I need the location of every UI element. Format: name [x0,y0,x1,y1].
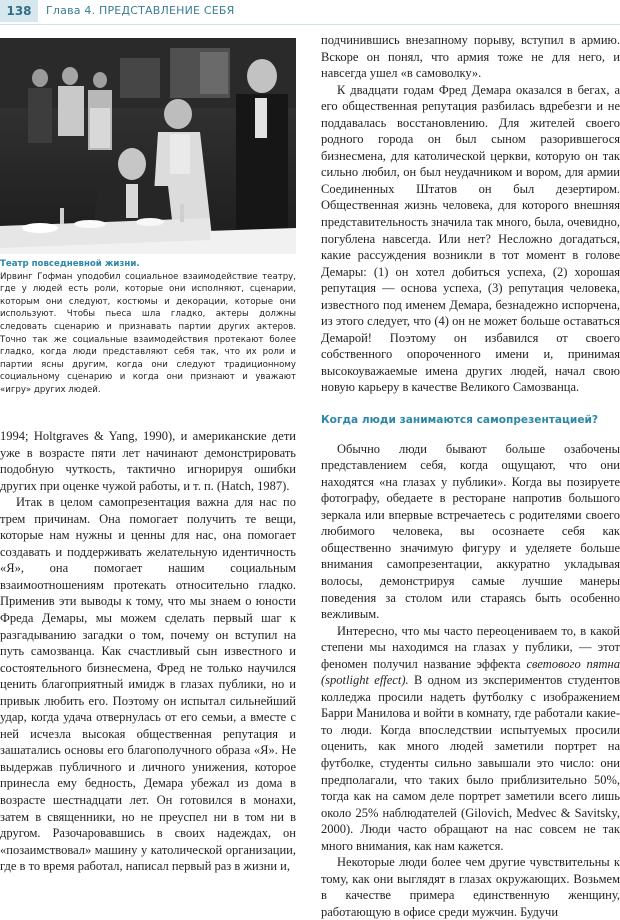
running-head: Глава 4. ПРЕДСТАВЛЕНИЕ СЕБЯ [46,4,235,17]
left-column [0,428,296,875]
caption-text: Ирвинг Гофман уподобил социальное взаимодействие театру, где у людей есть роли, которые они исполняют, сценарии, которым они следуют, костюмы и декорации, которые они используют. Чтобы пьеса шла гладко, актеры должны следовать сценарию и признавать партии других актеров. Точно так же социальные взаимодействия протекают более гладко, когда люди представляют себя так, что их роли и партии ясны другим, когда они следуют традиционному социальному сценарию и когда они признают и уважают «игру» других людей. [0,271,296,395]
paragraph-text: Интересно, что мы часто переоцениваем то, в какой степени мы находимся на глазах у публики, — этот феномен получил название эффекта [321,623,620,671]
paragraph: К двадцати годам Фред Демара оказался в бегах, а его общественная репутация разбилась вдребезги и не поддавалась восстановлению. Для жителей своего родного города он был сыном разорившегося бизнесмена, для католической церкви, которую он так сильно любил, он был неудачником и вором, для армии Соединенных Штатов он был дезертиром. Общественная жизнь человека, для которого внешняя представительность значила так много, была, очевидно, погублена навсегда. Или нет? Несложно догадаться, какие рассуждения возникли в тот момент в голове Демары: (1) он хотел добиться успеха, (2) хорошая репутация — основа успеха, (3) репутация человека, известного под именем Демара, безнадежно испорчена, из этого следует, что (4) он не может больше оставаться Демарой! Поэтому он избавился от своего собственного опороченного имени и, принимая высокоуважаемые имена других людей, начал свою новую карьеру в качестве Великого Самозванца. [321,82,620,395]
paragraph: подчинившись внезапному порыву, вступил в армию. Вскоре он понял, что армия тоже не для него, и навсегда ушел «в самоволку». [321,33,620,81]
paragraph-text: В одном из экспериментов студентов колледжа просили надеть футболку с изображением Барри Манилова и войти в комнату, где работали какие-то люди. Когда впоследствии испытуемых просили оценить, как много людей заметили портрет на футболке, студенты сильно завышали это число: они предполагали, что таких было приблизительно 50%, тогда как на самом деле портрет заметили всего лишь около 25% наблюдателей (Gilovich, Medvec & Savitsky, 2000). Люди часто обращают на нас совсем не так много внимания, как нам кажется. [321,673,620,853]
paragraph: 1994; Holtgraves & Yang, 1990), и американские дети уже в возрасте пяти лет начинают демонстрировать подобную чуткость, тактично игнорируя ошибки других при оценке чужой работы, и т. п. (Hatch, 1987). [0,429,296,493]
paragraph: Обычно люди бывают больше озабочены представлением себя, когда ощущают, что они находятся «на глазах у публики». Когда вы позируете фотографу, обедаете в ресторане напротив большого зеркала или впервые встречаетесь с родителями своего любимого человека, вы осознаете себя как общественно значимую фигуру и уделяете больше внимания самопрезентации, аккуратно укладывая волосы, демонстрируя самые лучшие манеры поведения за столом или стараясь быть особенно вежливым. [321,441,620,622]
right-column [321,32,620,920]
paragraph: Итак в целом самопрезентация важна для нас по трем причинам. Она помогает получить те вещи, которые нам нужны и ценны для нас, она помогает создавать и поддерживать желательную идентичность «Я», она помогает нашим социальным взаимоотношениям протекать относительно гладко. Применив эти выводы к тому, что мы знаем о юности Фреда Демары, мы можем сделать первый шаг к разгадыванию загадки о том, почему он вступил на путь самозванца. Как счастливый сын известного и состоятельного бизнесмена, Фред не только научился ценить благоприятный имидж в глазах публики, но и привык любить его. Поэтому он испытал сильнейший удар, когда удача отвернулась от его семьи, а вместе с ней исчезла высокая общественная репутация и зашатались основы его благополучного образа «Я». Не выдержав публичного и личного унижения, которое принесла ему бедность, Демара убежал из дома в возрасте шестнадцати лет. Он готовился в монахи, затем в священники, но не преуспел ни в том ни в другом. Разочаровавшись в своих надеждах, он «позаимствовал» машину у католической организации, где в то время работал, написал первый раз в жизни и, [0,495,296,874]
theatre-photo [0,38,296,254]
term-italic: светового пятна (spotlight effect). [321,656,620,688]
photo-caption [0,258,296,397]
caption-title: Театр повседневной жизни. [0,259,140,269]
page-number: 138 [0,0,38,22]
page-header [0,0,620,25]
section-heading: Когда люди занимаются самопрезентацией? [321,414,599,427]
paragraph: Некоторые люди более чем другие чувствительны к тому, как они выглядят в глазах окружающих. Возьмем в качестве примера единственную женщину, работающую в офисе среди мужчин. Будучи [321,855,620,919]
paragraph [321,623,620,855]
